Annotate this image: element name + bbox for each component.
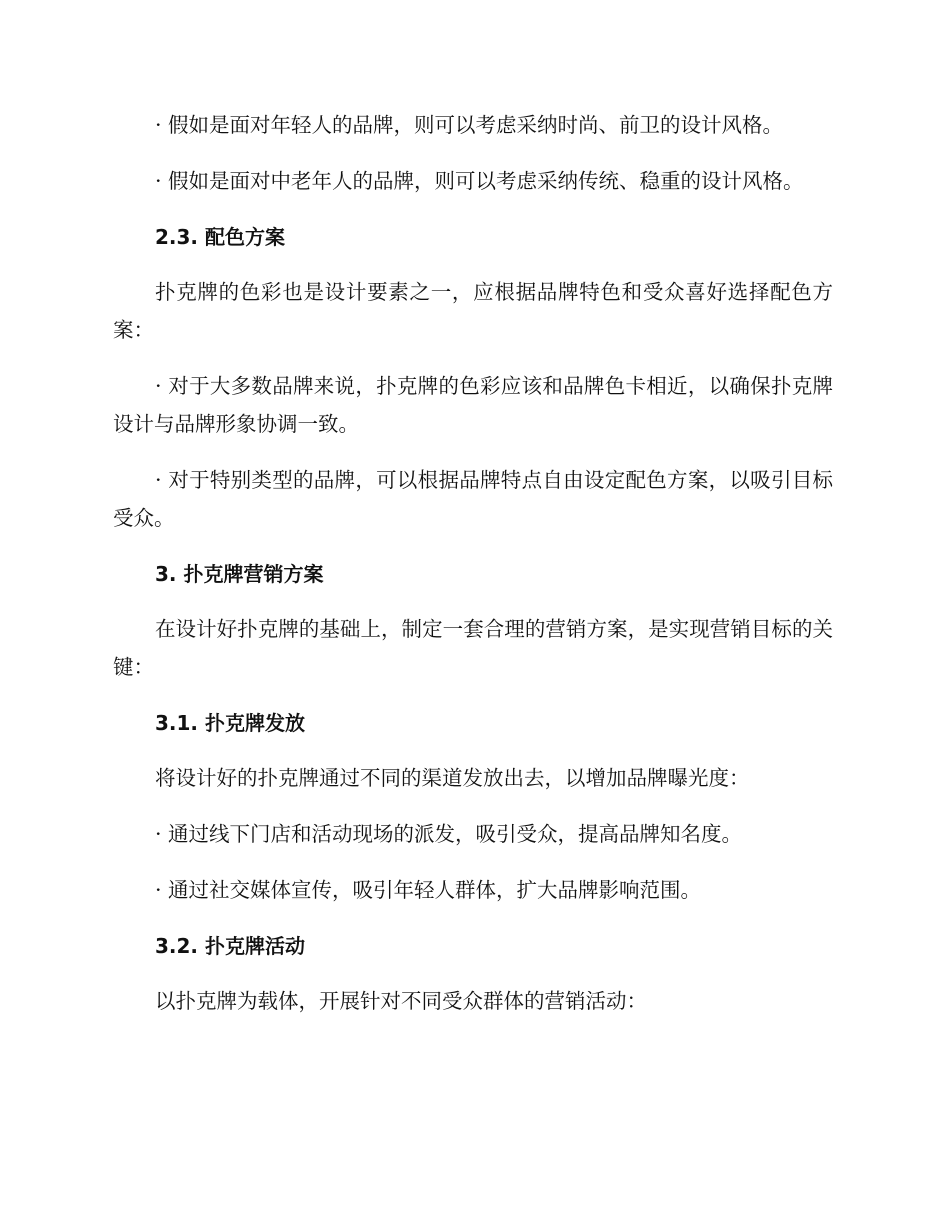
bullet-item-offline: · 通过线下门店和活动现场的派发，吸引受众，提高品牌知名度。: [155, 822, 743, 846]
bullet-item-young-brand: · 假如是面对年轻人的品牌，则可以考虑采纳时尚、前卫的设计风格。: [155, 113, 784, 137]
section-heading-3: 3. 扑克牌营销方案: [155, 562, 324, 586]
section-heading-3-1: 3.1. 扑克牌发放: [155, 711, 305, 735]
bullet-item-most-brands: · 对于大多数品牌来说，扑克牌的色彩应该和品牌色卡相近，以确保扑克牌设计与品牌形象协调一致。: [113, 374, 833, 436]
paragraph-color-intro: 扑克牌的色彩也是设计要素之一，应根据品牌特色和受众喜好选择配色方案：: [113, 280, 833, 342]
bullet-item-senior-brand: · 假如是面对中老年人的品牌，则可以考虑采纳传统、稳重的设计风格。: [155, 169, 804, 193]
bullet-item-social-media: · 通过社交媒体宣传，吸引年轻人群体，扩大品牌影响范围。: [155, 878, 702, 902]
paragraph-marketing-intro: 在设计好扑克牌的基础上，制定一套合理的营销方案，是实现营销目标的关键：: [113, 617, 833, 679]
paragraph-activity-intro: 以扑克牌为载体，开展针对不同受众群体的营销活动：: [155, 989, 647, 1013]
section-heading-3-2: 3.2. 扑克牌活动: [155, 934, 305, 958]
section-heading-2-3: 2.3. 配色方案: [155, 225, 285, 249]
document-page: [113, 106, 833, 1038]
bullet-item-special-brands: · 对于特别类型的品牌，可以根据品牌特点自由设定配色方案，以吸引目标受众。: [113, 468, 833, 530]
paragraph-distribution-intro: 将设计好的扑克牌通过不同的渠道发放出去，以增加品牌曝光度：: [155, 766, 750, 790]
